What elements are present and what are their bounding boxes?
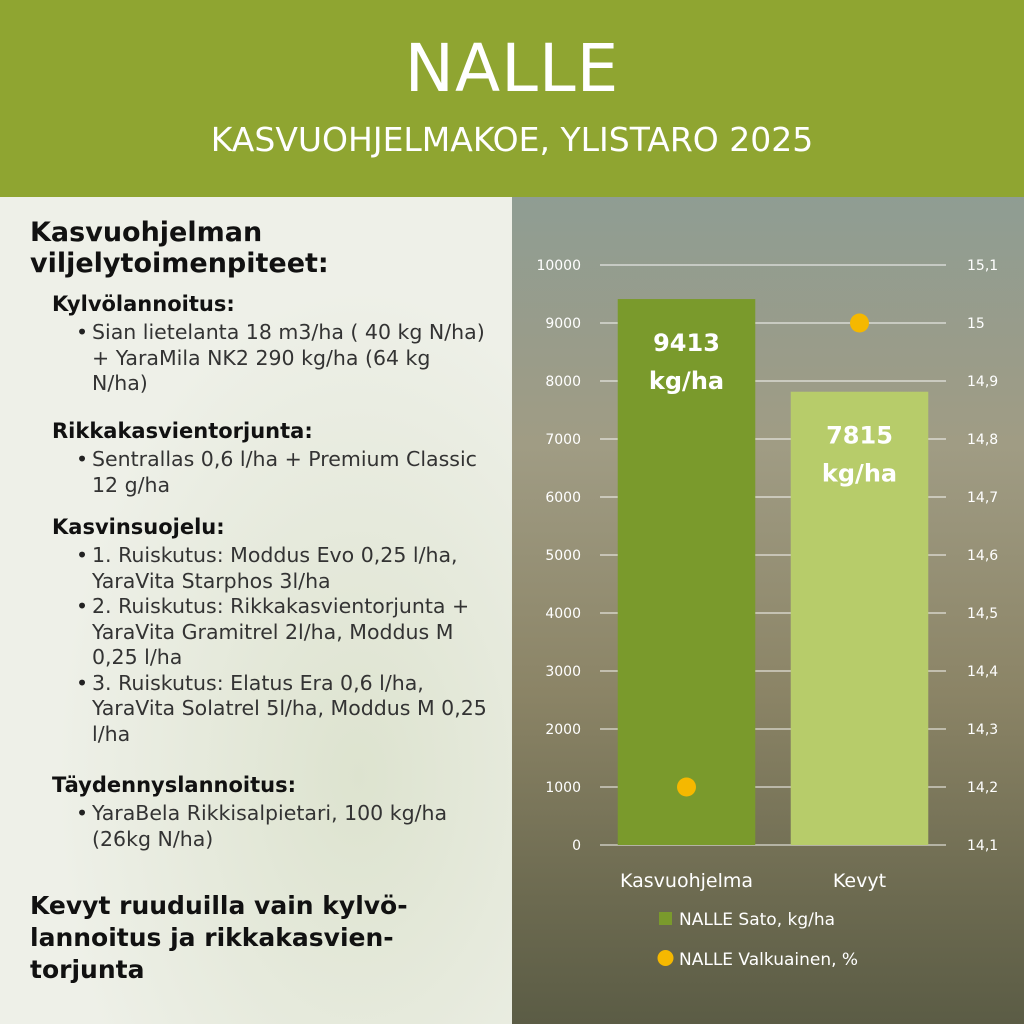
protein-point-kevyt (850, 314, 869, 333)
measures-heading: Kasvuohjelman viljelytoimenpiteet: (30, 217, 329, 279)
y-left-tick-label: 10000 (536, 258, 581, 274)
section-title: Täydennyslannoitus: (52, 773, 297, 797)
section-title: Kasvinsuojelu: (52, 515, 225, 539)
y-right-tick-label: 14,8 (967, 432, 999, 448)
list-item: • YaraBela Rikkisalpietari, 100 kg/ha (26kg N/ha) (92, 801, 492, 852)
y-left-tick-label: 4000 (545, 606, 581, 622)
y-left-tick-label: 2000 (545, 722, 581, 738)
y-right-tick-label: 14,6 (967, 548, 999, 564)
section-title: Rikkakasvientorjunta: (52, 419, 313, 443)
bar-data-label-unit: kg/ha (821, 459, 898, 488)
section-plant-protection (52, 515, 492, 747)
legend-point-swatch (658, 950, 674, 966)
section-weed-control (52, 419, 492, 498)
legend-bar-label: NALLE Sato, kg/ha (679, 910, 836, 930)
footnote: Kevyt ruuduilla vain kylvö-lannoitus ja rikkakasvien-torjunta (30, 891, 408, 984)
list-item: • Sentrallas 0,6 l/ha + Premium Classic 12 g/ha (92, 447, 492, 498)
y-left-tick-label: 8000 (545, 374, 581, 390)
bar-data-label-value: 7815 (826, 421, 893, 450)
legend-point-label: NALLE Valkuainen, % (679, 950, 859, 970)
y-right-tick-label: 14,5 (967, 606, 999, 622)
y-right-tick-label: 15 (967, 316, 985, 332)
legend-bar-swatch (659, 912, 672, 925)
y-left-tick-label: 1000 (545, 780, 581, 796)
header-banner (0, 0, 1024, 197)
y-right-tick-label: 14,4 (967, 664, 999, 680)
section-supplementary-fertilization (52, 773, 492, 852)
y-right-tick-label: 15,1 (967, 258, 999, 274)
chart-panel (512, 197, 1024, 1024)
bar-data-label-value: 9413 (653, 329, 720, 358)
y-left-tick-label: 6000 (545, 490, 581, 506)
y-right-tick-label: 14,2 (967, 780, 999, 796)
y-right-tick-label: 14,1 (967, 838, 999, 854)
list-item: • Sian lietelanta 18 m3/ha ( 40 kg N/ha) + YaraMila NK2 290 kg/ha (64 kg N/ha) (92, 320, 492, 397)
bar-data-label-unit: kg/ha (648, 367, 725, 396)
list-item: • 2. Ruiskutus: Rikkakasvientorjunta + YaraVita Gramitrel 2l/ha, Moddus M 0,25 l/ha (92, 594, 492, 671)
y-right-tick-label: 14,3 (967, 722, 999, 738)
y-left-tick-label: 7000 (545, 432, 581, 448)
section-title: Kylvölannoitus: (52, 292, 235, 316)
y-left-tick-label: 5000 (545, 548, 581, 564)
section-sowing-fertilization (52, 292, 492, 397)
y-right-tick-label: 14,7 (967, 490, 999, 506)
page-subtitle: KASVUOHJELMAKOE, YLISTARO 2025 (210, 120, 814, 159)
y-left-tick-label: 3000 (545, 664, 581, 680)
protein-point-kasvuohjelma (677, 778, 696, 797)
cultivation-measures-panel (0, 197, 512, 1024)
yield-protein-chart (512, 197, 1024, 1024)
page-title: NALLE (404, 30, 620, 107)
y-right-tick-label: 14,9 (967, 374, 999, 390)
list-item: • 3. Ruiskutus: Elatus Era 0,6 l/ha, YaraVita Solatrel 5l/ha, Moddus M 0,25 l/ha (92, 671, 492, 748)
list-item: • 1. Ruiskutus: Moddus Evo 0,25 l/ha, YaraVita Starphos 3l/ha (92, 543, 492, 594)
y-left-tick-label: 0 (572, 838, 581, 854)
y-left-tick-label: 9000 (545, 316, 581, 332)
x-category-label: Kevyt (832, 870, 887, 892)
x-category-label: Kasvuohjelma (619, 870, 754, 892)
